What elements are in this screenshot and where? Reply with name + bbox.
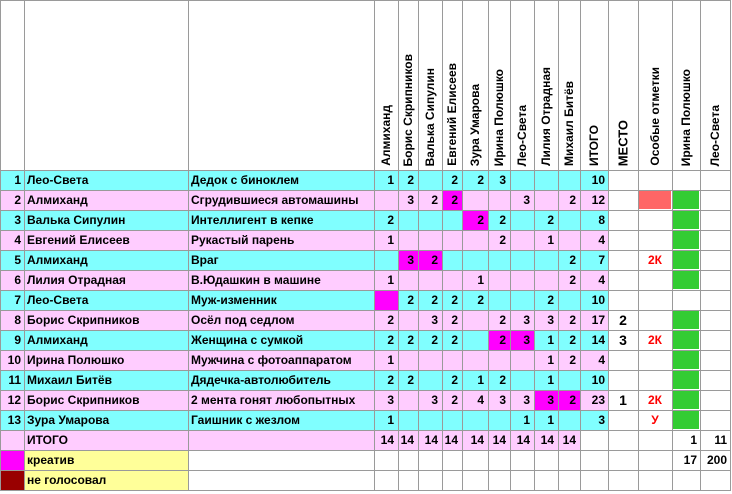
- vote-value: 2: [499, 333, 506, 347]
- vote-value: 3: [431, 313, 438, 327]
- photo-title: Дядечка-автолюбитель: [191, 373, 331, 387]
- special-mark: [638, 290, 672, 310]
- row-total: 3: [598, 413, 605, 427]
- vote-value: 2: [499, 373, 506, 387]
- author-name: Евгений Елисеев: [27, 233, 130, 247]
- vote-value: [462, 230, 488, 250]
- row-number: 4: [14, 233, 21, 247]
- vote-value: [558, 170, 580, 190]
- place-value: [608, 370, 638, 390]
- vote-value: 1: [387, 273, 394, 287]
- vote-value: [462, 310, 488, 330]
- special-mark: 2К: [648, 393, 662, 407]
- leo-mark-fill: [673, 411, 699, 429]
- vote-value: [558, 410, 580, 430]
- photo-title: Враг: [191, 253, 219, 267]
- author-name: Лео-Света: [27, 293, 89, 307]
- vote-value: 2: [451, 193, 458, 207]
- vote-value: 3: [523, 333, 530, 347]
- vote-value: 1: [477, 373, 484, 387]
- vote-value: 2: [451, 293, 458, 307]
- column-gridline: [730, 0, 731, 491]
- column-header-label: Ирина Полюшко: [492, 68, 506, 166]
- column-header: [580, 0, 608, 170]
- place-value: [608, 410, 638, 430]
- column-header: [672, 0, 700, 170]
- vote-value: [398, 410, 418, 430]
- column-header-label: МЕСТО: [615, 119, 631, 166]
- vote-value: [488, 410, 510, 430]
- column-header: [398, 0, 418, 170]
- vote-value: [418, 350, 442, 370]
- vote-value: 2: [407, 293, 414, 307]
- column-total: 14: [540, 433, 554, 447]
- vote-value: 2: [431, 193, 438, 207]
- column-header-label: Евгений Елисеев: [445, 63, 459, 166]
- special-mark: [638, 170, 672, 190]
- row-number: 10: [7, 353, 21, 367]
- vote-value: [398, 270, 418, 290]
- place-value: [608, 250, 638, 270]
- vote-value: [418, 230, 442, 250]
- vote-value: 2: [547, 213, 554, 227]
- photo-title: Сгрудившиеся автомашины: [191, 193, 359, 207]
- vote-value: [558, 290, 580, 310]
- column-header: [418, 0, 442, 170]
- vote-value: 3: [499, 173, 506, 187]
- column-header-label: Лилия Отрадная: [539, 67, 553, 166]
- photo-title: Гаишник с жезлом: [191, 413, 301, 427]
- vote-value: 3: [387, 393, 394, 407]
- leo-mark-fill: [673, 271, 699, 289]
- vote-value: [462, 330, 488, 350]
- row-number: 8: [14, 313, 21, 327]
- vote-value: 2: [499, 233, 506, 247]
- vote-value: [398, 310, 418, 330]
- row-number: 2: [14, 193, 21, 207]
- vote-value: 2: [477, 173, 484, 187]
- vote-value: 2: [499, 213, 506, 227]
- place-value: 2: [619, 312, 627, 328]
- row-total: 4: [598, 273, 605, 287]
- row-number-fill: [0, 430, 24, 450]
- column-header-label: Особые отметки: [648, 67, 662, 166]
- photo-title: Женщина с сумкой: [191, 333, 304, 347]
- vote-value: 3: [523, 313, 530, 327]
- vote-value: [398, 230, 418, 250]
- vote-value: 2: [431, 293, 438, 307]
- vote-value: 3: [523, 193, 530, 207]
- column-header-label: Лео-Света: [708, 104, 722, 166]
- row-total: 10: [591, 373, 605, 387]
- row-number: 12: [7, 393, 21, 407]
- vote-value: [510, 230, 534, 250]
- column-total: 14: [562, 433, 576, 447]
- vote-value: 2: [431, 253, 438, 267]
- vote-value: [418, 210, 442, 230]
- special-mark: [638, 370, 672, 390]
- vote-value: 2: [569, 333, 576, 347]
- vote-value: [488, 270, 510, 290]
- author-name: Борис Скрипников: [27, 393, 140, 407]
- vote-value: 3: [547, 393, 554, 407]
- vote-value: 3: [407, 253, 414, 267]
- special-mark: У: [651, 413, 659, 427]
- column-header-label: Ирина Полюшко: [679, 68, 693, 166]
- place-value: [608, 230, 638, 250]
- vote-value: [488, 250, 510, 270]
- vote-value: [510, 250, 534, 270]
- vote-value: 3: [407, 193, 414, 207]
- vote-value: 1: [547, 413, 554, 427]
- vote-value: [418, 410, 442, 430]
- column-header-label: Алмиханд: [379, 105, 393, 166]
- vote-value: 2: [451, 333, 458, 347]
- special-mark: [638, 350, 672, 370]
- vote-value: [488, 290, 510, 310]
- vote-value: 2: [569, 273, 576, 287]
- vote-value: [558, 230, 580, 250]
- column-header-label: ИТОГО: [587, 125, 601, 166]
- vote-value: [558, 370, 580, 390]
- vote-value: 2: [569, 313, 576, 327]
- vote-value: 1: [547, 333, 554, 347]
- vote-value: 2: [451, 313, 458, 327]
- column-header: [638, 0, 672, 170]
- vote-value: 2: [451, 393, 458, 407]
- column-header-label: Борис Скрипников: [401, 53, 415, 166]
- photo-title: Осёл под седлом: [191, 313, 295, 327]
- vote-value: 3: [523, 393, 530, 407]
- vote-value: [374, 250, 398, 270]
- vote-value: 2: [407, 173, 414, 187]
- vote-value: [462, 250, 488, 270]
- leo-mark-fill: [673, 351, 699, 369]
- leo-mark-fill: [673, 211, 699, 229]
- vote-value: [462, 410, 488, 430]
- row-total: 17: [591, 313, 605, 327]
- column-total: 14: [400, 433, 414, 447]
- row-number: 13: [7, 413, 21, 427]
- special-mark: [638, 270, 672, 290]
- totals-label: ИТОГО: [27, 433, 68, 447]
- vote-value: 2: [387, 333, 394, 347]
- vote-value: 1: [523, 413, 530, 427]
- vote-value: [374, 290, 398, 310]
- column-header: [488, 0, 510, 170]
- vote-value: 3: [431, 393, 438, 407]
- vote-value: [442, 210, 462, 230]
- author-name: Лилия Отрадная: [27, 273, 126, 287]
- vote-value: 2: [431, 333, 438, 347]
- author-name: Михаил Битёв: [27, 373, 112, 387]
- photo-title: Муж-изменник: [191, 293, 277, 307]
- row-number: 7: [14, 293, 21, 307]
- vote-value: 2: [477, 293, 484, 307]
- vote-value: [510, 290, 534, 310]
- summary-leo-value: 200: [706, 453, 727, 467]
- row-number: 5: [14, 253, 21, 267]
- row-total: 23: [591, 393, 605, 407]
- photo-title: Мужчина с фотоаппаратом: [191, 353, 352, 367]
- row-number: 9: [14, 333, 21, 347]
- special-mark: 2К: [648, 253, 662, 267]
- row-total: 14: [591, 333, 605, 347]
- vote-value: 2: [569, 393, 576, 407]
- photo-title: Интеллигент в кепке: [191, 213, 314, 227]
- vote-value: [510, 170, 534, 190]
- column-total: 14: [444, 433, 458, 447]
- author-name: Алмиханд: [27, 333, 88, 347]
- vote-value: 1: [387, 233, 394, 247]
- column-header: [608, 0, 638, 170]
- place-value: [608, 290, 638, 310]
- author-name: Зура Умарова: [27, 413, 110, 427]
- leo-mark-fill: [673, 331, 699, 349]
- vote-value: [510, 210, 534, 230]
- row-number: 3: [14, 213, 21, 227]
- vote-value: 2: [569, 193, 576, 207]
- vote-value: 2: [451, 173, 458, 187]
- leo-mark-fill: [673, 231, 699, 249]
- vote-value: [488, 350, 510, 370]
- summary-irina-value: 17: [683, 453, 697, 467]
- vote-value: [510, 350, 534, 370]
- vote-value: 2: [387, 213, 394, 227]
- row-number: 6: [14, 273, 21, 287]
- row-number: 11: [8, 373, 21, 387]
- vote-value: 3: [547, 313, 554, 327]
- row-gridline: [0, 490, 731, 491]
- author-name: Лео-Света: [27, 173, 89, 187]
- row-total: 8: [598, 213, 605, 227]
- vote-value: 2: [451, 373, 458, 387]
- vote-value: 1: [387, 353, 394, 367]
- leo-mark-fill: [673, 311, 699, 329]
- vote-value: [442, 230, 462, 250]
- row-total: 10: [591, 173, 605, 187]
- place-value: [608, 170, 638, 190]
- special-mark: [638, 210, 672, 230]
- vote-value: [398, 350, 418, 370]
- irina-total: 1: [690, 433, 697, 447]
- column-header-label: Валька Сипулин: [423, 67, 437, 166]
- vote-value: 2: [407, 333, 414, 347]
- vote-value: 2: [499, 313, 506, 327]
- vote-value: [488, 190, 510, 210]
- leo-mark-fill: [673, 251, 699, 269]
- vote-value: 2: [407, 373, 414, 387]
- vote-value: [374, 190, 398, 210]
- column-header: [510, 0, 534, 170]
- leo-total: 11: [714, 433, 727, 447]
- vote-value: 1: [547, 373, 554, 387]
- legend-creative-label: креатив: [27, 453, 75, 467]
- photo-title: 2 мента гонят любопытных: [191, 393, 356, 407]
- vote-value: 2: [569, 253, 576, 267]
- vote-value: [534, 190, 558, 210]
- row-total: 10: [591, 293, 605, 307]
- vote-value: 2: [547, 293, 554, 307]
- place-value: [608, 210, 638, 230]
- legend-no-vote-swatch: [0, 470, 24, 490]
- place-value: [608, 350, 638, 370]
- column-total: 14: [492, 433, 506, 447]
- column-total: 14: [424, 433, 438, 447]
- vote-value: [510, 270, 534, 290]
- vote-value: 1: [387, 413, 394, 427]
- photo-title: В.Юдашкин в машине: [191, 273, 321, 287]
- vote-value: 3: [499, 393, 506, 407]
- vote-value: [442, 410, 462, 430]
- special-mark: [638, 190, 672, 210]
- column-total: 14: [516, 433, 530, 447]
- vote-value: 2: [569, 353, 576, 367]
- vote-value: 1: [547, 233, 554, 247]
- vote-value: [510, 370, 534, 390]
- row-total: 12: [591, 193, 605, 207]
- column-header: [534, 0, 558, 170]
- place-value: 1: [619, 392, 627, 408]
- vote-value: 2: [387, 313, 394, 327]
- author-name: Алмиханд: [27, 193, 88, 207]
- vote-value: 1: [477, 273, 484, 287]
- vote-value: [398, 210, 418, 230]
- column-header-label: Михаил Битёв: [562, 81, 576, 166]
- vote-value: [442, 270, 462, 290]
- place-value: [608, 190, 638, 210]
- vote-value: [534, 250, 558, 270]
- vote-value: [418, 370, 442, 390]
- column-header: [442, 0, 462, 170]
- leo-mark-fill: [673, 391, 699, 409]
- vote-value: [398, 390, 418, 410]
- column-header: [374, 0, 398, 170]
- author-name: Валька Сипулин: [27, 213, 126, 227]
- place-value: 3: [619, 332, 627, 348]
- vote-value: [442, 350, 462, 370]
- author-name: Борис Скрипников: [27, 313, 140, 327]
- special-mark: [638, 230, 672, 250]
- vote-value: [534, 170, 558, 190]
- vote-value: 2: [477, 213, 484, 227]
- legend-creative-swatch: [0, 450, 24, 470]
- row-total: 4: [598, 353, 605, 367]
- row-total: 4: [598, 233, 605, 247]
- column-header: [558, 0, 580, 170]
- column-header-label: Лео-Света: [515, 104, 529, 166]
- legend-no-vote-label: не голосовал: [27, 473, 107, 487]
- vote-value: [462, 190, 488, 210]
- column-header-label: Зура Умарова: [468, 83, 482, 166]
- vote-value: [534, 270, 558, 290]
- vote-value: 2: [387, 373, 394, 387]
- column-total: 14: [470, 433, 484, 447]
- vote-value: [462, 350, 488, 370]
- place-value: [608, 270, 638, 290]
- vote-value: 1: [547, 353, 554, 367]
- row-number: 1: [14, 173, 21, 187]
- column-header: [462, 0, 488, 170]
- author-name: Алмиханд: [27, 253, 88, 267]
- vote-value: [418, 170, 442, 190]
- photo-title: Дедок с биноклем: [191, 173, 300, 187]
- title-fill: [188, 430, 374, 450]
- author-name: Ирина Полюшко: [27, 353, 125, 367]
- photo-title: Рукастый парень: [191, 233, 295, 247]
- vote-value: [558, 210, 580, 230]
- vote-value: 1: [387, 173, 394, 187]
- vote-value: [418, 270, 442, 290]
- column-header: [700, 0, 730, 170]
- vote-value: 4: [477, 393, 484, 407]
- special-mark: 2К: [648, 333, 662, 347]
- leo-mark-fill: [673, 371, 699, 389]
- row-total: 7: [598, 253, 605, 267]
- special-mark: [638, 310, 672, 330]
- vote-value: [442, 250, 462, 270]
- leo-mark-fill: [673, 191, 699, 209]
- column-total: 14: [380, 433, 394, 447]
